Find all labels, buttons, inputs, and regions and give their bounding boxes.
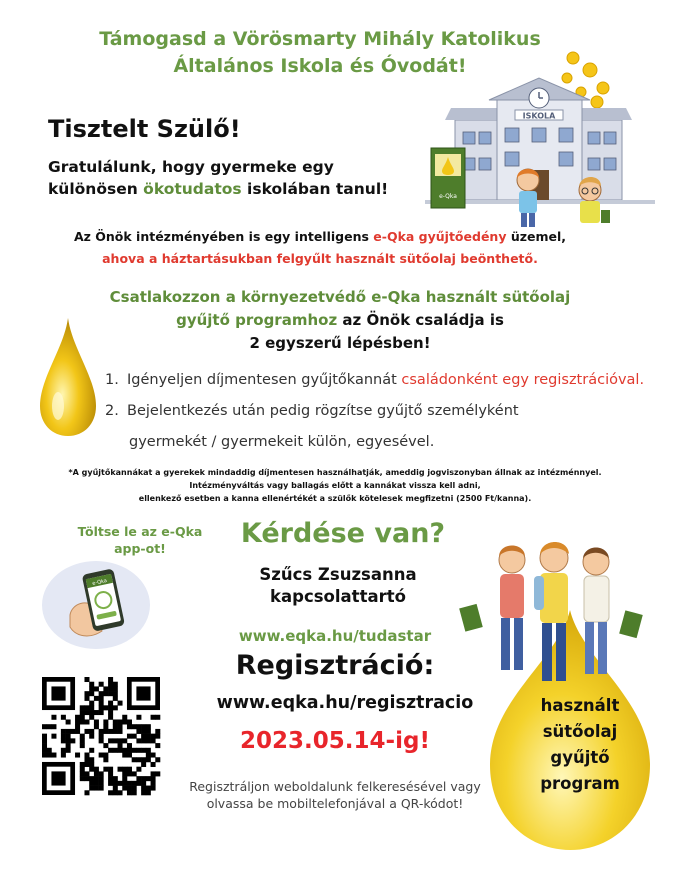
registration-heading: Regisztráció:	[235, 650, 435, 681]
app-download-label	[55, 523, 225, 557]
contact-name: Szűcs Zsuzsanna	[259, 565, 417, 584]
registration-note	[170, 778, 500, 812]
info-line-2: ahova a háztartásukban felgyűlt használt sütőolaj beönthető.	[102, 251, 538, 266]
oil-drop-icon	[38, 318, 98, 438]
step-number: 2.	[105, 403, 119, 419]
drop-caption-line-2: sütőolaj	[542, 722, 618, 741]
registration-deadline: 2023.05.14-ig!	[240, 728, 430, 754]
help-link[interactable]: www.eqka.hu/tudastar	[238, 627, 432, 645]
info-text-end: üzemel,	[506, 229, 567, 244]
congrats-text-part: különösen	[48, 180, 144, 198]
congrats-line-1: Gratulálunk, hogy gyermeke egy	[48, 158, 334, 176]
footnote-line-3: ellenkező esetben a kanna ellenértékét a szülők kötelesek megfizetni (2500 Ft/kanna).	[138, 494, 532, 503]
step-number: 1.	[105, 372, 119, 388]
drop-caption-line-4: program	[540, 774, 620, 793]
school-illustration	[425, 40, 655, 245]
step-text: Igényeljen díjmentesen gyűjtőkannát	[127, 372, 402, 388]
boys-illustration	[459, 542, 643, 681]
congrats-line-2	[48, 178, 438, 200]
app-label-line-1: Töltse le az e-Qka	[77, 524, 203, 539]
congrats-text	[48, 156, 438, 200]
join-line-1: Csatlakozzon a környezetvédő e-Qka használt sütőolaj	[109, 288, 571, 306]
contact-role: kapcsolattartó	[270, 587, 406, 606]
step-text: Bejelentkezés után pedig rögzítse gyűjtő személyként	[127, 403, 519, 419]
greeting-heading: Tisztelt Szülő!	[48, 115, 241, 143]
phone-illustration[interactable]	[40, 555, 152, 655]
question-heading: Kérdése van?	[240, 518, 446, 549]
drop-caption-line-1: használt	[540, 696, 620, 715]
congrats-text-end: iskolában tanul!	[241, 180, 389, 198]
step-highlight: családonként egy regisztrációval.	[401, 372, 645, 388]
registration-note-line-1: Regisztráljon weboldalunk felkeresésével vagy	[189, 779, 481, 794]
qr-finder-pattern	[42, 677, 75, 710]
step-continuation: gyermekét / gyermekeit külön, egyesével.	[129, 434, 435, 450]
join-line-3: 2 egyszerű lépésben!	[249, 334, 431, 352]
app-label-line-2: app-ot!	[114, 541, 166, 556]
drop-caption-line-3: gyűjtő	[550, 748, 610, 767]
footnote-line-1: *A gyűjtőkannákat a gyerekek mindaddig díjmentesen használhatják, ameddig jogviszonyban állnak az intézménnyel.	[68, 468, 602, 477]
step-item	[105, 396, 665, 427]
steps-list	[105, 365, 665, 458]
school-sign: ISKOLA	[522, 111, 556, 121]
join-line-2	[60, 309, 620, 332]
bin-label: e-Qka	[439, 193, 457, 200]
join-line-2-rest: az Önök családja is	[337, 311, 504, 329]
join-text	[60, 286, 620, 355]
registration-note-line-2: olvassa be mobiltelefonjával a QR-kódot!	[206, 796, 464, 811]
info-text-part: Az Önök intézményében is egy intelligens	[73, 229, 374, 244]
title-line-1: Támogasd a Vörösmarty Mihály Katolikus	[99, 28, 541, 50]
step-item	[105, 365, 665, 396]
phone-logo: e-Qka	[91, 577, 108, 587]
qr-finder-pattern	[127, 677, 160, 710]
drop-caption	[510, 693, 650, 797]
registration-link[interactable]: www.eqka.hu/regisztracio	[216, 693, 474, 713]
qr-code[interactable]	[42, 677, 160, 795]
title-line-2: Általános Iskola és Óvodát!	[173, 55, 467, 77]
collection-bin-icon	[431, 148, 465, 208]
qr-finder-pattern	[42, 762, 75, 795]
container-highlight: e-Qka gyűjtőedény	[373, 229, 507, 244]
footnote-line-2: Intézményváltás vagy ballagás előtt a kannákat vissza kell adni,	[189, 481, 481, 490]
eco-highlight: ökotudatos	[143, 180, 242, 198]
footnote	[40, 466, 630, 505]
contact-person	[218, 564, 458, 608]
program-highlight: gyűjtő programhoz	[176, 311, 338, 329]
